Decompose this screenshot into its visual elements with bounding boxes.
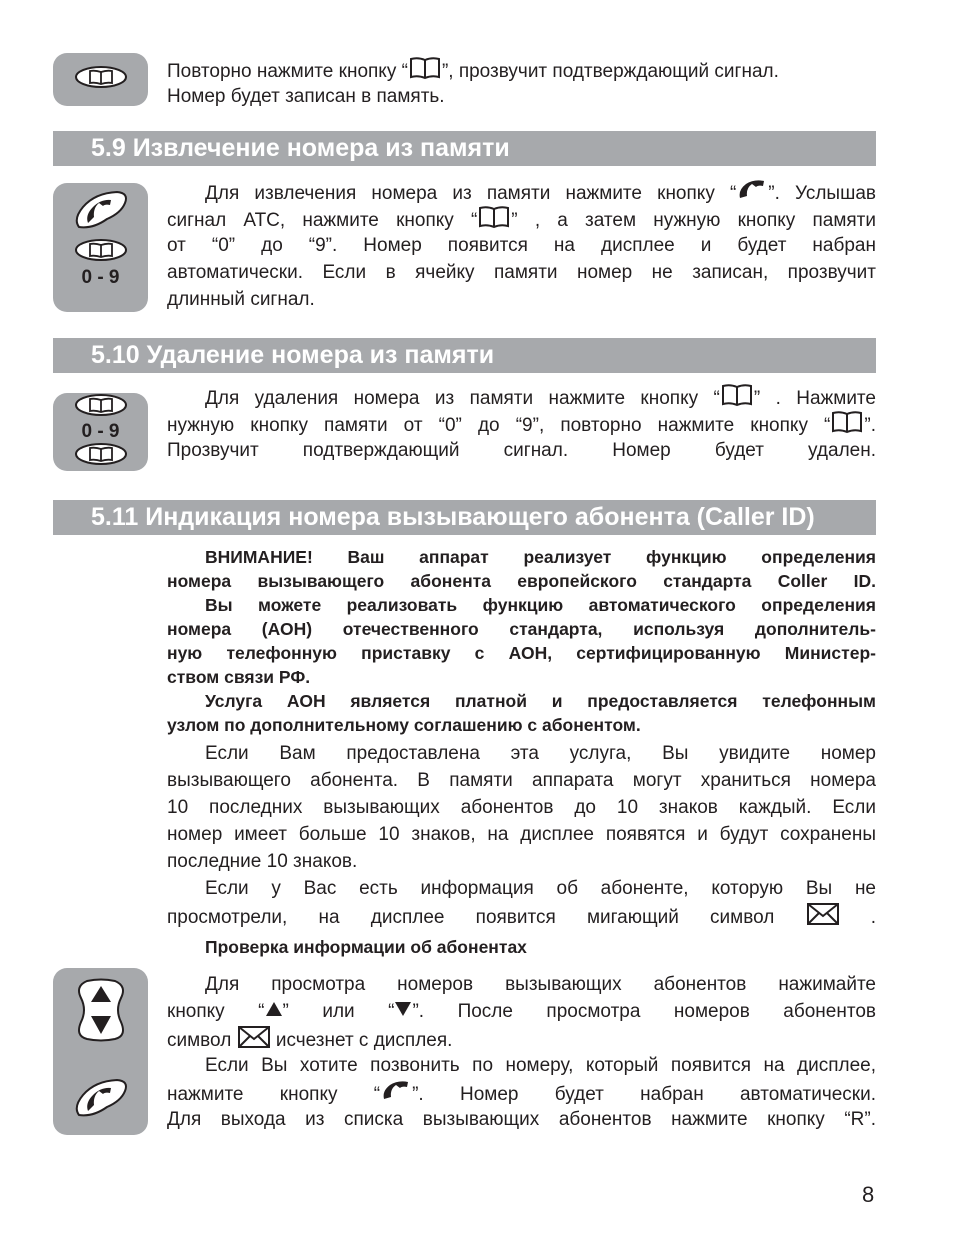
caller-id-notice <box>167 545 876 737</box>
book-key-icon <box>74 393 128 422</box>
text-line <box>167 1025 876 1052</box>
text-line <box>167 713 876 737</box>
text-segment: Если Вам предоставлена эта услуга, Вы увидите номер <box>205 743 876 764</box>
text-segment: Для извлечения номера из памяти нажмите кнопку “ <box>205 183 737 205</box>
text-line <box>167 617 876 641</box>
text-segment: длинный сигнал. <box>167 289 315 310</box>
text-line <box>167 998 876 1025</box>
text-line <box>167 286 876 313</box>
text-segment: вызывающего абонента. В памяти аппарата могут храниться номера <box>167 770 876 791</box>
text-segment: Прозвучит подтверждающий сигнал. Номер будет удален. <box>167 440 876 461</box>
text-line <box>167 410 876 437</box>
phone-key-icon <box>71 189 131 238</box>
key-panel-memory <box>53 53 148 106</box>
text-segment: 10 последних вызывающих абонентов до 10 знаков каждый. Если <box>167 797 876 818</box>
text-segment: ВНИМАНИЕ! Ваш аппарат реализует функцию определения <box>205 547 876 567</box>
text-line <box>167 665 876 689</box>
text-line <box>167 178 876 205</box>
key-panel-caller-id <box>53 968 148 1135</box>
text-line <box>167 1079 876 1106</box>
subheading-check-info: Проверка информации об абонентах <box>205 937 527 957</box>
text-segment: Услуга АОН является платной и предоставляется телефонным <box>205 691 876 711</box>
text-line <box>167 971 876 998</box>
arrow-down-icon <box>394 998 412 1025</box>
text-segment: ”. Номер будет набран автоматически. <box>412 1084 876 1106</box>
text-segment: от “0” до “9”. Номер появится на дисплее и будет набран <box>167 235 876 256</box>
text-line <box>167 821 876 848</box>
text-segment: ”, прозвучит подтверждающий сигнал. <box>441 61 779 83</box>
text-segment: номера вызывающего абонента европейского стандарта Coller ID. <box>167 571 876 591</box>
section-5-10-text <box>167 383 876 464</box>
text-segment: нажмите кнопку “ <box>167 1084 381 1106</box>
text-segment: ” , а затем нужную кнопку памяти <box>511 210 876 232</box>
text-segment: автоматически. Если в ячейку памяти номер не записан, прозвучит <box>167 262 876 283</box>
text-segment: ” . Нажмите <box>753 388 876 410</box>
section-header-5-9: 5.9 Извлечение номера из памяти <box>53 131 876 166</box>
section-5-9-text <box>167 178 876 313</box>
text-line <box>167 1052 876 1079</box>
text-line <box>167 232 876 259</box>
text-line <box>167 437 876 464</box>
text-segment: просмотрели, на дисплее появится мигающий символ <box>167 907 806 929</box>
text-segment: исчезнет с дисплея. <box>270 1030 453 1052</box>
text-segment: узлом по дополнительному соглашению с абонентом. <box>167 715 641 735</box>
text-segment: последние 10 знаков. <box>167 851 358 872</box>
text-segment: Номер будет записан в память. <box>167 86 445 107</box>
section-header-5-11: 5.11 Индикация номера вызывающего абонента (Caller ID) <box>53 500 876 535</box>
envelope-icon <box>806 902 840 934</box>
text-segment: нужную кнопку памяти от “0” до “9”, повторно нажмите кнопку “ <box>167 415 831 437</box>
text-segment: Для выхода из списка вызывающих абонентов нажмите кнопку “R”. <box>167 1109 876 1130</box>
phone-key-icon <box>71 1077 131 1126</box>
text-segment: ”. После просмотра номеров абонентов <box>412 1001 877 1022</box>
text-line <box>167 83 876 110</box>
check-info-text <box>167 971 876 1133</box>
text-segment: ”. Услышав <box>768 183 876 205</box>
book-key-icon <box>74 238 128 267</box>
book-key-icon <box>74 65 128 94</box>
digit-range-label: 0 - 9 <box>81 267 120 288</box>
text-line <box>167 1106 876 1133</box>
text-line <box>167 875 876 902</box>
text-line <box>167 593 876 617</box>
text-line <box>167 569 876 593</box>
text-segment: кнопку “ <box>167 1001 265 1022</box>
text-segment: ством связи РФ. <box>167 667 311 687</box>
text-segment: Если у Вас есть информация об абоненте, которую Вы не <box>205 878 876 899</box>
text-line <box>167 848 876 875</box>
text-segment: сигнал АТС, нажмите кнопку “ <box>167 210 478 232</box>
book-key-icon <box>74 442 128 471</box>
key-panel-delete <box>53 393 148 471</box>
text-segment: символ <box>167 1030 237 1052</box>
text-segment: номера (АОН) отечественного стандарта, используя дополнитель- <box>167 619 876 639</box>
text-line <box>167 689 876 713</box>
text-line <box>167 740 876 767</box>
text-line <box>167 545 876 569</box>
text-line <box>167 794 876 821</box>
text-segment: ”. <box>864 415 876 437</box>
intro-paragraph <box>167 56 876 110</box>
text-line <box>167 259 876 286</box>
section-header-5-10: 5.10 Удаление номера из памяти <box>53 338 876 373</box>
text-segment: . <box>839 907 877 929</box>
text-segment: номер имеет больше 10 знаков, на дисплее появятся и будут сохранены <box>167 824 876 845</box>
text-line <box>167 383 876 410</box>
text-segment: ную телефонную приставку с АОН, сертифицированную Министер- <box>167 643 876 663</box>
text-segment: Для удаления номера из памяти нажмите кнопку “ <box>205 388 720 410</box>
text-segment: Для просмотра номеров вызывающих абонентов нажимайте <box>205 974 876 995</box>
text-segment: Если Вы хотите позвонить по номеру, который появится на дисплее, <box>205 1055 876 1076</box>
digit-range-label: 0 - 9 <box>81 421 120 442</box>
arrow-up-icon <box>265 998 283 1025</box>
text-line <box>167 56 876 83</box>
text-segment: Вы можете реализовать функцию автоматического определения <box>205 595 876 615</box>
text-segment: ” или “ <box>282 1001 395 1022</box>
caller-id-text <box>167 740 876 929</box>
text-line <box>167 205 876 232</box>
text-segment: Повторно нажмите кнопку “ <box>167 61 408 83</box>
up-down-key-icon <box>73 978 129 1047</box>
key-panel-recall <box>53 183 148 312</box>
text-line <box>167 902 876 929</box>
text-line <box>167 641 876 665</box>
text-line <box>167 767 876 794</box>
page-number: 8 <box>862 1182 875 1207</box>
